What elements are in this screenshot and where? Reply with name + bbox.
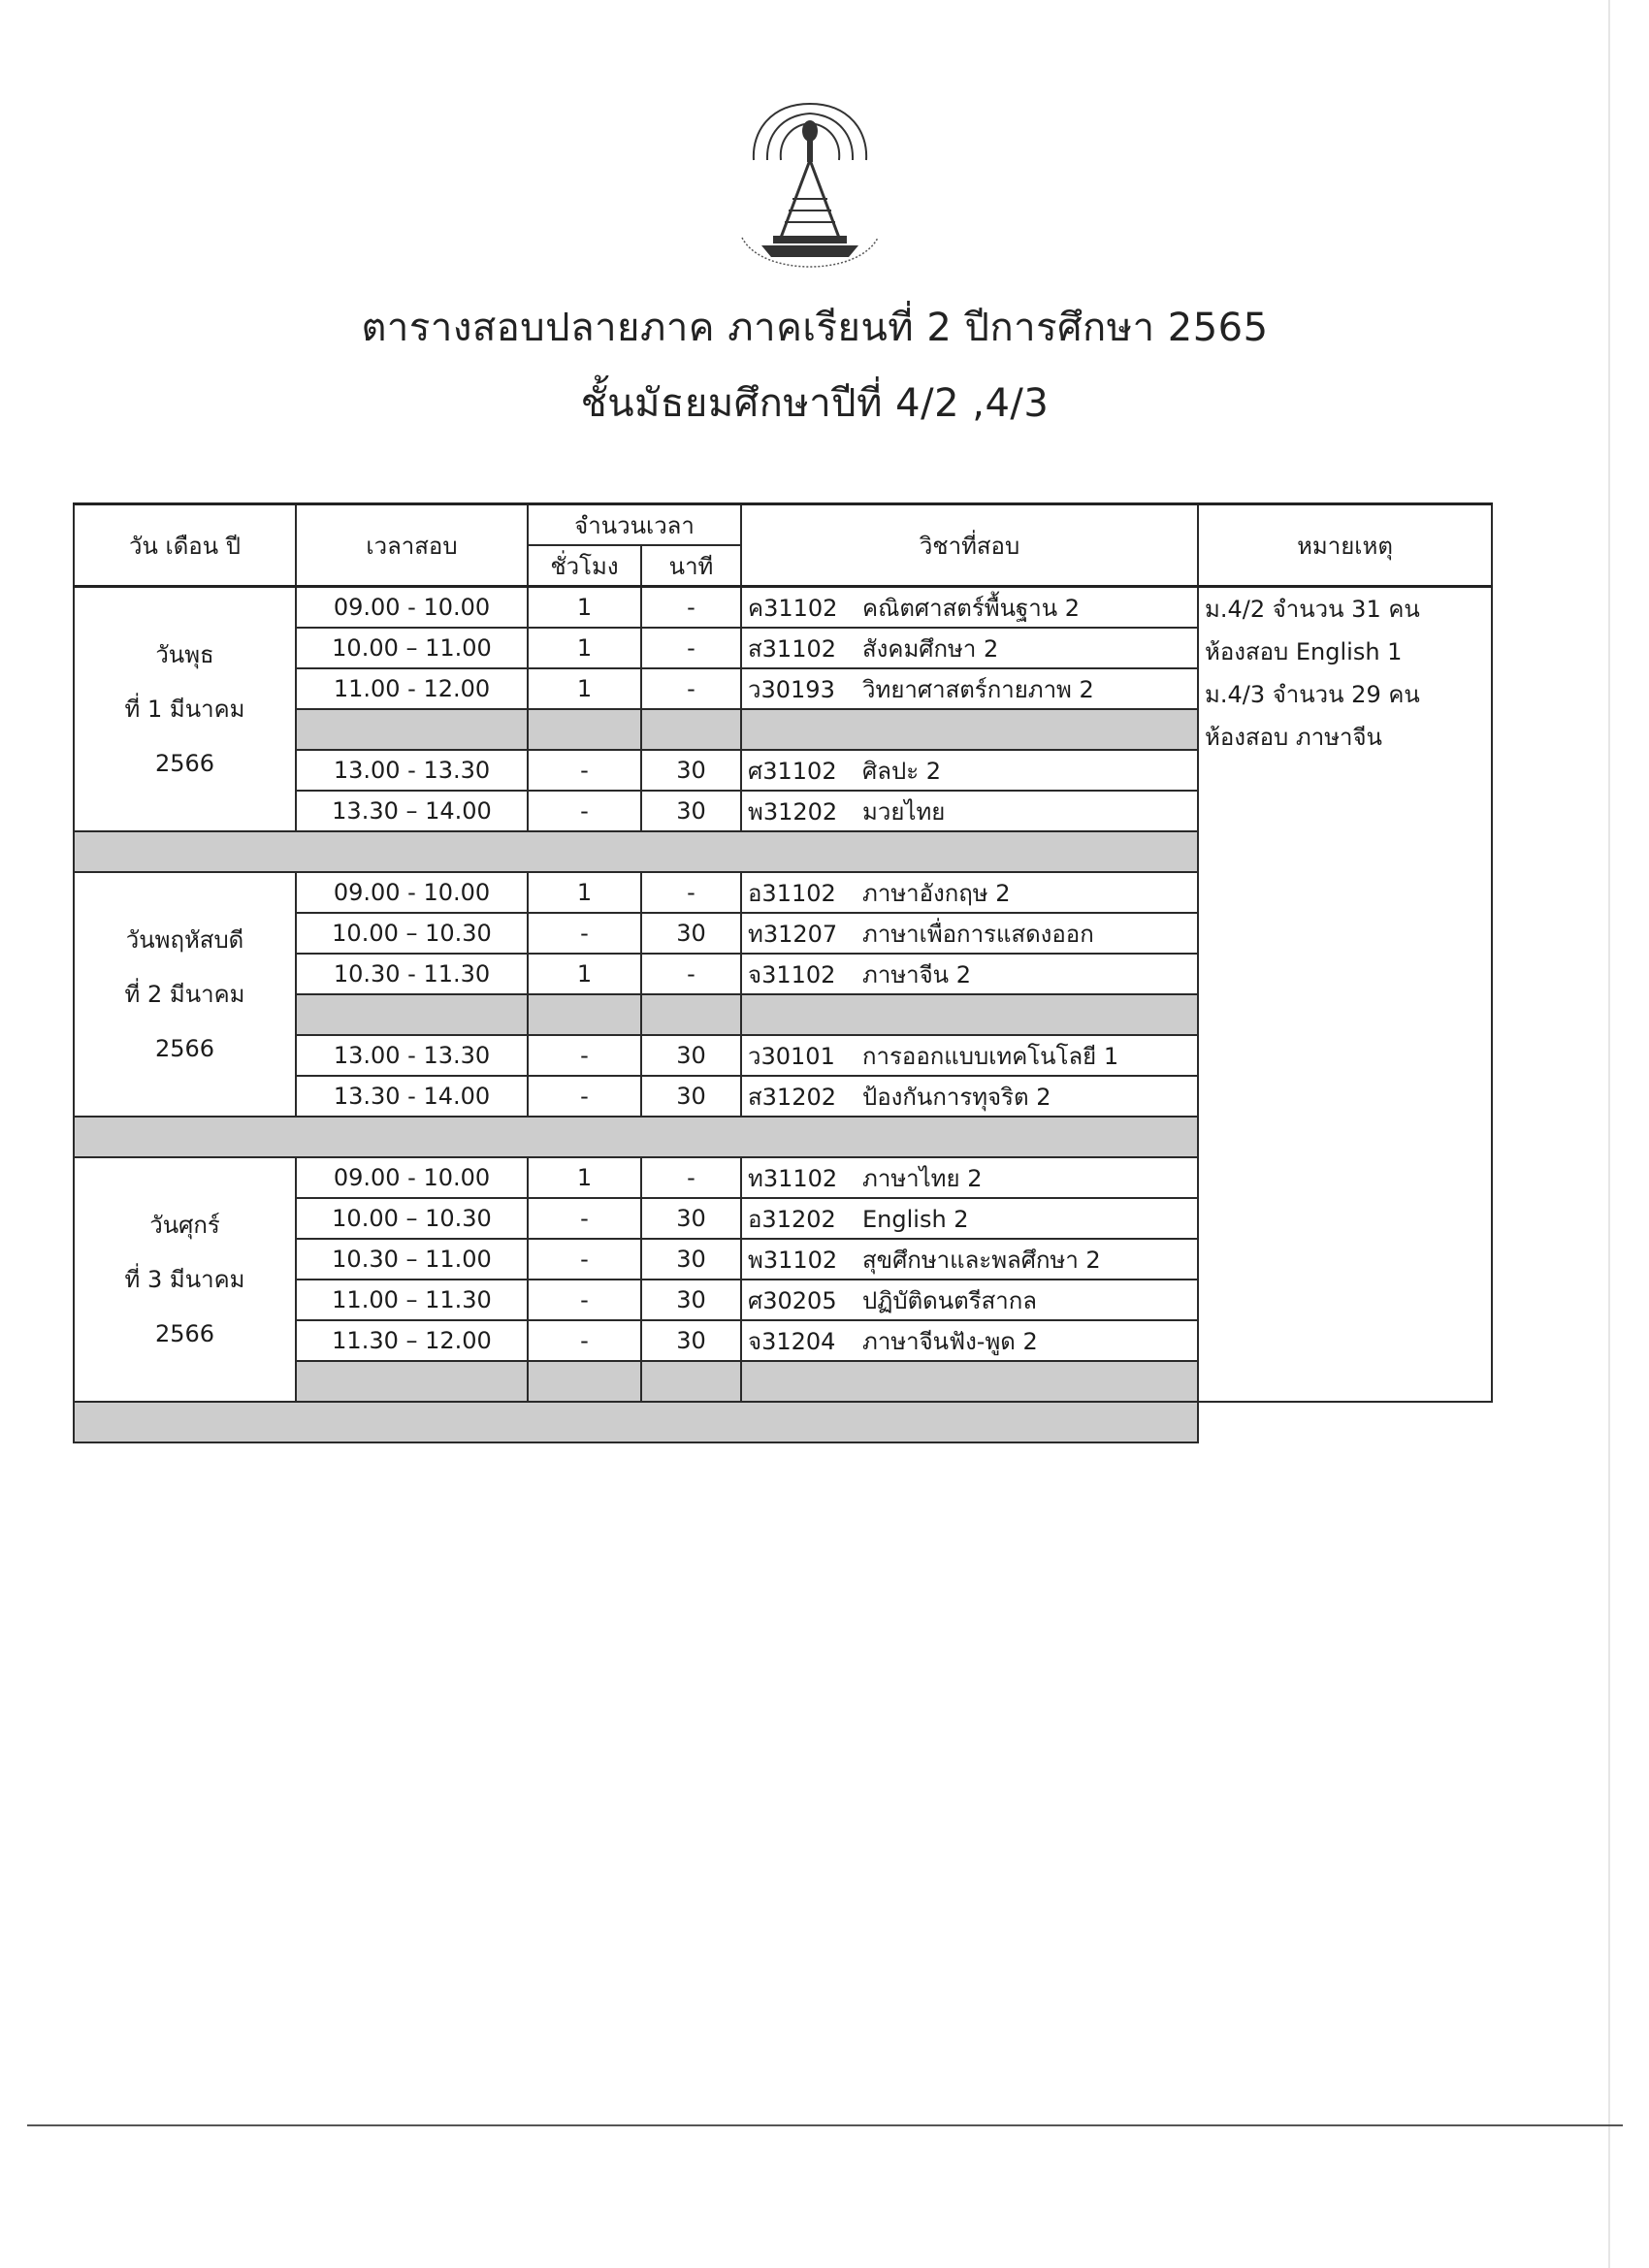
table-row (74, 587, 1492, 629)
exam-minutes: 30 (641, 1320, 741, 1361)
exam-minutes: 30 (641, 1280, 741, 1320)
exam-hours: - (528, 791, 641, 831)
remark-line: ม.4/3 จำนวน 29 คน (1205, 681, 1420, 708)
footer-rule (27, 2124, 1623, 2126)
exam-hours: - (528, 913, 641, 954)
exam-time: 11.00 – 11.30 (296, 1280, 528, 1320)
exam-subject (741, 1035, 1198, 1076)
subject-code: ว30193 (748, 675, 835, 703)
exam-minutes: 30 (641, 750, 741, 791)
exam-time: 09.00 - 10.00 (296, 587, 528, 629)
header-subject: วิชาที่สอบ (741, 504, 1198, 587)
subject-code: ท31207 (748, 920, 838, 948)
day-separator-row (74, 1402, 1492, 1442)
subject-code: ค31102 (748, 594, 838, 622)
break-cell (741, 709, 1198, 750)
exam-time: 11.00 - 12.00 (296, 668, 528, 709)
exam-time: 10.30 - 11.30 (296, 954, 528, 994)
exam-schedule-table (73, 502, 1493, 1443)
exam-minutes: 30 (641, 791, 741, 831)
day-year: 2566 (154, 750, 215, 777)
subject-code: พ31102 (748, 1246, 838, 1274)
remarks-cell (1198, 587, 1492, 1403)
break-cell (741, 1361, 1198, 1402)
day-cell (74, 1157, 296, 1402)
day-name: วันศุกร์ (149, 1212, 220, 1239)
day-name: วันพฤหัสบดี (125, 926, 244, 954)
subject-name: สังคมศึกษา 2 (862, 634, 999, 663)
exam-hours: - (528, 1198, 641, 1239)
subject-name: ป้องกันการทุจริต 2 (862, 1083, 1051, 1111)
exam-hours: 1 (528, 954, 641, 994)
day-year: 2566 (154, 1035, 215, 1062)
separator-cell (74, 831, 1198, 872)
exam-minutes: 30 (641, 1239, 741, 1280)
subject-name: ภาษาเพื่อการแสดงออก (862, 920, 1094, 948)
exam-subject (741, 791, 1198, 831)
remark-line: ม.4/2 จำนวน 31 คน (1205, 596, 1420, 623)
break-cell (296, 1361, 528, 1402)
subject-code: ส31102 (748, 634, 837, 663)
subject-name: ศิลปะ 2 (862, 757, 941, 785)
subject-name: ปฏิบัติดนตรีสากล (862, 1286, 1038, 1314)
exam-subject (741, 668, 1198, 709)
break-cell (296, 709, 528, 750)
exam-hours: 1 (528, 587, 641, 629)
day-date: ที่ 1 มีนาคม (124, 696, 245, 723)
exam-time: 10.30 – 11.00 (296, 1239, 528, 1280)
exam-subject (741, 954, 1198, 994)
break-cell (528, 1361, 641, 1402)
exam-time: 13.30 – 14.00 (296, 791, 528, 831)
exam-time: 11.30 – 12.00 (296, 1320, 528, 1361)
exam-hours: 1 (528, 1157, 641, 1198)
separator-cell (74, 1402, 1198, 1442)
subject-code: จ31102 (748, 960, 836, 988)
subject-code: พ31202 (748, 797, 838, 826)
break-cell (641, 1361, 741, 1402)
exam-minutes: 30 (641, 1035, 741, 1076)
subject-code: ศ30205 (748, 1286, 837, 1314)
exam-minutes: - (641, 1157, 741, 1198)
day-date: ที่ 3 มีนาคม (124, 1266, 245, 1293)
exam-minutes: - (641, 954, 741, 994)
header-date: วัน เดือน ปี (74, 504, 296, 587)
exam-hours: 1 (528, 872, 641, 913)
subject-code: อ31102 (748, 879, 836, 907)
exam-minutes: - (641, 628, 741, 668)
subject-name: ภาษาไทย 2 (862, 1164, 983, 1192)
exam-minutes: 30 (641, 1198, 741, 1239)
exam-minutes: - (641, 668, 741, 709)
header-remarks: หมายเหตุ (1198, 504, 1492, 587)
exam-minutes: - (641, 587, 741, 629)
subject-name: ภาษาจีนฟัง-พูด 2 (862, 1327, 1038, 1355)
exam-subject (741, 913, 1198, 954)
day-date: ที่ 2 มีนาคม (124, 981, 245, 1008)
break-cell (528, 994, 641, 1035)
exam-subject (741, 587, 1198, 629)
header-hours: ชั่วโมง (528, 545, 641, 587)
break-cell (641, 709, 741, 750)
exam-time: 09.00 - 10.00 (296, 872, 528, 913)
separator-cell (74, 1117, 1198, 1157)
exam-minutes: - (641, 872, 741, 913)
exam-hours: - (528, 1076, 641, 1117)
exam-subject (741, 1239, 1198, 1280)
header-minutes: นาที (641, 545, 741, 587)
exam-subject (741, 628, 1198, 668)
exam-hours: - (528, 1320, 641, 1361)
subject-code: ท31102 (748, 1164, 838, 1192)
subject-code: ว30101 (748, 1042, 835, 1070)
page-title: ตารางสอบปลายภาค ภาคเรียนที่ 2 ปีการศึกษา 2565 (361, 306, 1269, 350)
exam-time: 13.00 - 13.30 (296, 1035, 528, 1076)
subject-code: ส31202 (748, 1083, 837, 1111)
day-cell (74, 587, 296, 832)
exam-subject (741, 1157, 1198, 1198)
remark-line: ห้องสอบ English 1 (1205, 638, 1403, 665)
exam-subject (741, 872, 1198, 913)
subject-name: English 2 (862, 1205, 969, 1233)
break-cell (641, 994, 741, 1035)
exam-hours: 1 (528, 628, 641, 668)
exam-minutes: 30 (641, 1076, 741, 1117)
exam-time: 10.00 – 10.30 (296, 1198, 528, 1239)
break-cell (528, 709, 641, 750)
subject-code: ศ31102 (748, 757, 837, 785)
exam-time: 13.00 - 13.30 (296, 750, 528, 791)
header-time: เวลาสอบ (296, 504, 528, 587)
exam-hours: 1 (528, 668, 641, 709)
day-year: 2566 (154, 1320, 215, 1347)
break-cell (296, 994, 528, 1035)
exam-time: 13.30 - 14.00 (296, 1076, 528, 1117)
subject-code: อ31202 (748, 1205, 836, 1233)
subject-name: วิทยาศาสตร์กายภาพ 2 (862, 675, 1094, 703)
exam-subject (741, 750, 1198, 791)
exam-hours: - (528, 750, 641, 791)
exam-time: 09.00 - 10.00 (296, 1157, 528, 1198)
exam-hours: - (528, 1035, 641, 1076)
break-cell (741, 994, 1198, 1035)
subject-code: จ31204 (748, 1327, 836, 1355)
exam-minutes: 30 (641, 913, 741, 954)
subject-name: สุขศึกษาและพลศึกษา 2 (862, 1246, 1101, 1274)
remark-line: ห้องสอบ ภาษาจีน (1205, 724, 1382, 751)
exam-hours: - (528, 1280, 641, 1320)
exam-time: 10.00 – 10.30 (296, 913, 528, 954)
subject-name: การออกแบบเทคโนโลยี 1 (862, 1042, 1119, 1070)
exam-subject (741, 1280, 1198, 1320)
exam-hours: - (528, 1239, 641, 1280)
day-name: วันพุธ (155, 641, 214, 668)
header-row (74, 504, 1492, 546)
exam-time: 10.00 – 11.00 (296, 628, 528, 668)
subject-name: คณิตศาสตร์พื้นฐาน 2 (862, 594, 1081, 622)
subject-name: ภาษาจีน 2 (862, 960, 971, 988)
header-duration: จำนวนเวลา (528, 504, 741, 546)
subject-name: มวยไทย (862, 797, 946, 826)
day-cell (74, 872, 296, 1117)
exam-subject (741, 1320, 1198, 1361)
exam-subject (741, 1076, 1198, 1117)
school-seal-logo (713, 92, 907, 286)
page-subtitle: ชั้นมัธยมศึกษาปีที่ 4/2 ,4/3 (580, 381, 1050, 426)
exam-subject (741, 1198, 1198, 1239)
subject-name: ภาษาอังกฤษ 2 (862, 879, 1011, 907)
